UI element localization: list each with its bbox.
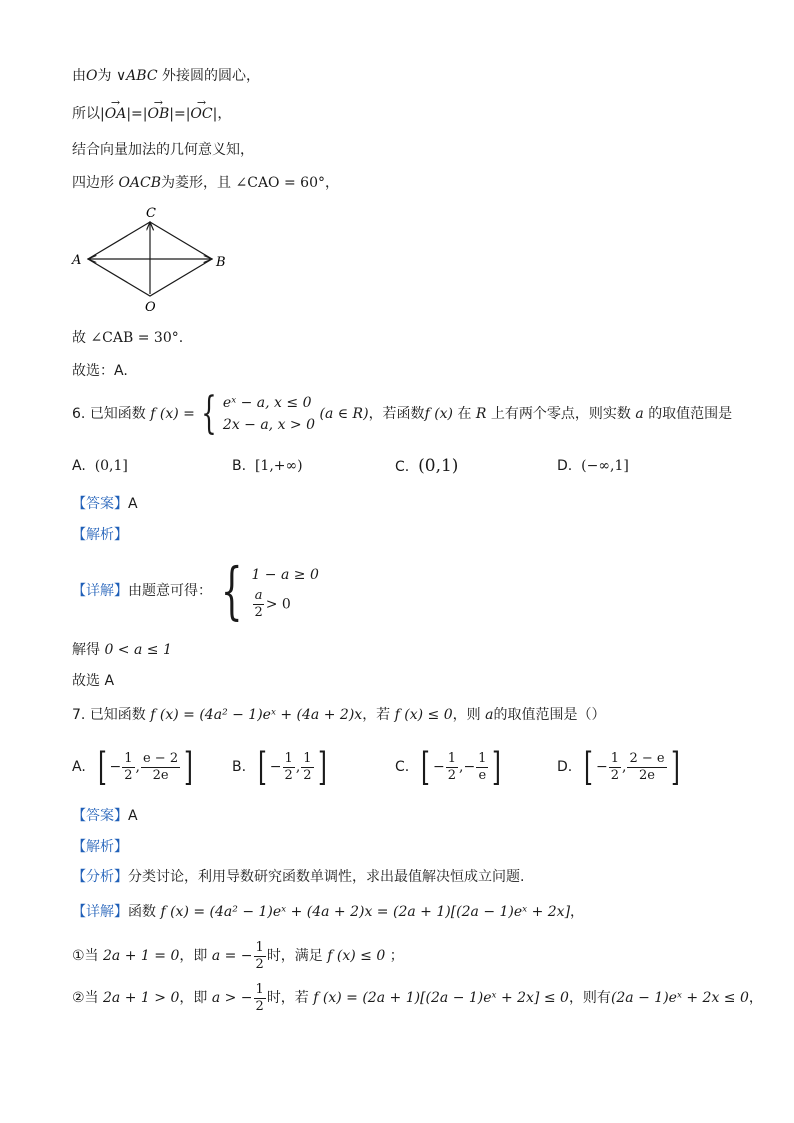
math-condition: f (x) ≤ 0 [394,707,453,723]
math-a: a [635,406,644,422]
system-row-2: > 0 [265,596,291,612]
math-solution: 0 < a ≤ 1 [104,642,172,658]
math-condition: 2a + 1 > 0 [103,990,180,1006]
answer-tag: 【答案】 [72,496,128,512]
math-condition: 2a + 1 = 0 [103,948,180,964]
q7-analysis-tag: 【解析】 [72,839,128,855]
case-2: 2x − a, x > 0 [222,417,316,433]
text: 在 [457,406,472,422]
text: 时，若 [266,990,309,1006]
text: . [178,330,184,346]
text: 的取值范围是 [648,406,733,422]
q6-detail [72,554,319,627]
text: 时，满足 [266,948,323,964]
text: 四边形 [72,175,114,191]
math-fx: f (x) [424,406,454,422]
question-number: 7. [72,707,86,723]
text: 为 [97,68,112,84]
math-result: f (x) ≤ 0 [327,948,386,964]
q6-answer [72,494,138,514]
detail-tag: 【详解】 [72,583,128,599]
text: 已知函数 [89,406,146,422]
text-line-3: 结合向量加法的几何意义知， [72,142,254,158]
question-6-stem [72,388,733,439]
inequality-system: { 1 − a ≥ 0 $\frac{a}{2}$ > 0 [220,554,319,627]
q6-option-C[interactable]: C. (0,1) [395,456,459,476]
text: ，即 [179,990,208,1006]
math-a: a [485,707,494,723]
text-line-2: 所以|→ OA|=|→ OB|=|→ OC|， [72,104,231,124]
q7-answer [72,806,138,826]
vector-OA: → OA [105,104,127,124]
q6-solve [72,640,172,660]
math-fx: f (x) = (4a² − 1)eˣ + (4a + 2)x [150,707,363,723]
q7-fenxi [72,867,524,887]
text: ，则有 [568,990,611,1006]
text: 由题意可得： [128,583,212,599]
question-7-stem [72,705,605,725]
q6-option-D[interactable]: D. (−∞,1] [557,458,629,474]
math-condition: (a ∈ R) [319,406,369,422]
text: ， [324,175,339,191]
text-line-1 [72,66,260,86]
label-B: B [216,255,226,270]
q6-option-A[interactable]: A. (0,1] [72,458,128,474]
text: ，若函数 [368,406,425,422]
text-line-5 [72,328,183,348]
piecewise-function: { eˣ − a, x ≤ 0 2x − a, x > 0 [201,388,316,439]
q6-choose: 故选 A [72,673,115,689]
q7-detail: 【详解】函数 f (x) = (4a² − 1)eˣ + (4a + 2)x = (2a + 1)[(2a − 1)eˣ + 2x]， [72,904,585,920]
text: ，即 [179,948,208,964]
text: 为菱形，且 [161,175,232,191]
q6-option-B[interactable]: B. [1,+∞) [232,458,303,474]
vector-OB: → OB [147,104,169,124]
detail-tag: 【详解】 [72,904,128,920]
text: 的取值范围是（） [493,707,606,723]
q7-option-C[interactable]: C. [ − $\frac{1}{2}$ ,− $\frac{1}{e}$ ] [395,745,502,789]
q7-case-1: ①当 2a + 1 = 0，即 a = − $\frac{1}{2}$ 时，满足 f (x) ≤ 0 ； [72,939,404,972]
q7-option-B[interactable]: B. [ − $\frac{1}{2}$ , $\frac{1}{2}$ ] [232,745,327,789]
text: 已知函数 [89,707,146,723]
question-number: 6. [72,406,86,422]
math-angle: ∠CAB = 30° [90,330,179,346]
system-row-1: 1 − a ≥ 0 [251,566,319,583]
label-A: A [72,253,82,268]
text: 上有两个零点，则实数 [490,406,631,422]
math-O: O [86,68,98,84]
text: 分类讨论，利用导数研究函数单调性，求出最值解决恒成立问题. [128,869,525,885]
text: ①当 [72,948,99,964]
q7-case-2: ②当 2a + 1 > 0，即 a > − $\frac{1}{2}$ 时，若 f (x) = (2a + 1)[(2a − 1)eˣ + 2x] ≤ 0，则有(2a − 1)eˣ + 2x ≤ 0， [72,981,763,1014]
text: 函数 [128,904,156,920]
q6-analysis-tag: 【解析】 [72,527,128,543]
q7-option-D[interactable]: D. [ − $\frac{1}{2}$ , $\frac{2 - e}{2e}$ ] [557,745,680,789]
answer-value: A [128,496,138,512]
math-R: R [475,406,487,422]
rhombus-diagram [70,204,230,314]
label-C: C [146,206,156,221]
text: ，则 [452,707,481,723]
math-fx: f (x) = [150,406,195,422]
text-line-4 [72,173,339,193]
text: 解得 [72,642,100,658]
math-angle: ∠CAO = 60° [235,175,325,191]
label-O: O [145,300,156,314]
math-shape: OACB [118,175,162,191]
text: ，若 [362,707,391,723]
math-expression: f (x) = (4a² − 1)eˣ + (4a + 2)x = (2a + 1)[(2a − 1)eˣ + 2x] [160,904,571,920]
fenxi-tag: 【分析】 [72,869,128,885]
answer-value: A [128,808,138,824]
math-expression: f (x) = (2a + 1)[(2a − 1)eˣ + 2x] ≤ 0 [313,990,569,1006]
text: 外接圆的圆心， [162,68,261,84]
text: 由 [72,68,86,84]
answer-tag: 【答案】 [72,808,128,824]
case-1: eˣ − a, x ≤ 0 [222,395,312,411]
text: 故 [72,330,86,346]
q7-option-A[interactable]: A. [ − $\frac{1}{2}$ , $\frac{e - 2}{2e}$ ] [72,745,193,789]
text: 所以 [72,106,100,122]
text-line-6: 故选：A. [72,363,128,379]
math-result: (2a − 1)eˣ + 2x ≤ 0 [610,990,749,1006]
vector-OC: → OC [190,104,212,124]
text: ②当 [72,990,99,1006]
math-triangle: ∨ABC [115,68,158,84]
